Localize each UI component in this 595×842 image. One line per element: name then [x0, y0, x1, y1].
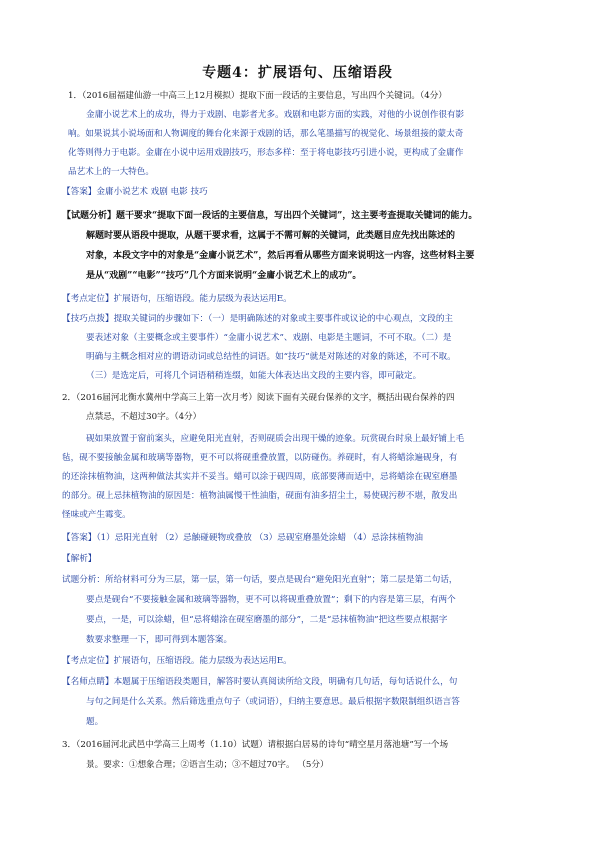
- q2-analysis-line: 试题分析：所给材料可分为三层，第一层，第一句话，要点是砚台“避免阳光直射”；第二层是第二句话，: [62, 575, 458, 585]
- q1-stem: 1．（2016届福建仙游一中高三上12月模拟）提取下面一段话的主要信息，写出四个关键词。（4分）: [68, 91, 447, 101]
- q1-locate: 【考点定位】扩展语句，压缩语段。能力层级为表达运用E。: [62, 294, 292, 304]
- q1-tip-line: 明确与主概念相对应的谓语动词或总结性的词语。如“技巧”就是对陈述的对象的陈述，不可不取。: [86, 352, 456, 362]
- q1-analysis-line: 解题时要从语段中提取，从题干要求看，这属于不需可解的关键词，此类题目应先找出陈述的: [86, 231, 456, 241]
- q2-passage-line: 毡，砚不要接触金属和玻璃等器物，更不可以将砚重叠放置，以防碰伤。养砚时，有人将蜡涂遍砚身，有: [62, 453, 458, 463]
- q1-answer: 【答案】金庸小说艺术 戏剧 电影 技巧: [62, 187, 208, 197]
- q1-tip-line: （三）是选定后，可将几个词语稍稍连缀，如能大体表达出文段的主要内容，即可敲定。: [86, 371, 422, 381]
- q1-analysis-line: 【试题分析】题干要求“提取下面一段话的主要信息，写出四个关键词”，这主要考查提取关键词的能力。: [62, 211, 478, 221]
- q2-passage-line: 怪味或产生霉变。: [62, 510, 131, 520]
- q2-analysis-line: 要点是砚台“不要接触金属和玻璃等器物，更不可以将砚重叠放置”；剩下的内容是第三层，有两个: [86, 595, 456, 605]
- q3-stem: 景。要求：①想象合理；②语言生动；③不超过70字。 （5分）: [86, 760, 329, 770]
- q1-tip-line: 【技巧点拨】提取关键词的步骤如下：（一）是明确陈述的对象或主要事件或议论的中心观点，文段的主: [62, 314, 454, 324]
- q2-answer: 【答案】（1）忌阳光直射 （2）忌触碰硬物或叠放 （3）忌砚室磨墨处涂蜡 （4）忌涂抹植物油: [62, 533, 423, 543]
- q2-jiexi-label: 【解析】: [62, 554, 97, 564]
- q1-tip-line: 要表述对象（主要概念或主要事件）“金庸小说艺术”、戏剧、电影是主题词，不可不取。（二）是: [86, 333, 452, 343]
- q2-tip-line: 【名师点睛】本题属于压缩语段类题目，解答时要认真阅读所给文段，明确有几句话，每句话说什么，句: [62, 677, 458, 687]
- q1-passage-line: 金庸小说艺术上的成功，得力于戏剧、电影者尤多。戏剧和电影方面的实践，对他的小说创作很有影: [86, 110, 465, 120]
- q2-passage-line: 的还涂抹植物油，这两种做法其实并不妥当。蜡可以涂于砚四周，底部要薄而适中，忌将蜡涂在砚室磨墨: [62, 472, 458, 482]
- q2-analysis-line: 要点，一是，可以涂蜡，但“忌将蜡涂在砚室磨墨的部分”，二是“忌抹植物油”把这些要点根据字: [86, 615, 448, 625]
- q2-passage-line: 砚如果放置于窗前案头，应避免阳光直射，否则砚质会出现干燥的迹象。玩赏砚台时泉上最好铺上毛: [86, 434, 465, 444]
- q2-locate: 【考点定位】扩展语句，压缩语段。能力层级为表达运用E。: [62, 656, 292, 666]
- page-title: 专题4：扩展语句、压缩语段: [202, 65, 393, 81]
- q2-tip-line: 与句之间是什么关系。然后筛选重点句子（或词语），归纳主要意思。最后根据字数限制组织语言答: [86, 697, 460, 707]
- q2-stem: 2．（2016届河北衡水冀州中学高三上第一次月考）阅读下面有关砚台保养的文字，概括出砚台保养的四: [62, 393, 455, 403]
- q2-tip-line: 题。: [86, 717, 104, 727]
- q1-analysis-line: 是从“戏剧”“电影”“技巧”几个方面来说明“金庸小说艺术上的成功”。: [86, 271, 362, 281]
- q1-passage-line: 响。如果说其小说场面和人物调度的舞台化来源于戏剧的话，那么笔墨描写的视觉化、场景组接的蒙太奇: [68, 129, 464, 139]
- q2-passage-line: 的部分。砚上忌抹植物油的原因是：植物油属慢干性油脂，砚面有油多招尘土，易使砚污秽不堪，散发出: [62, 491, 458, 501]
- q1-passage-line: 品艺术上的一大特色。: [68, 167, 154, 177]
- q3-stem: 3．（2016届河北武邑中学高三上周考（1.10）试题）请根据白居易的诗句“晴空星月落池塘”写一个场: [62, 740, 449, 750]
- q1-passage-line: 化等则得力于电影。金庸在小说中运用戏剧技巧，形态多样：至于将电影技巧引进小说，更构成了金庸作: [68, 148, 464, 158]
- q2-stem: 点禁忌，不超过30字。（4分）: [86, 412, 202, 422]
- q2-analysis-line: 数要求整理一下，即可得到本题答案。: [86, 635, 233, 645]
- q1-analysis-line: 对象，本段文字中的对象是“金庸小说艺术”，然后再看从哪些方面来说明这一内容，这些材料主要: [86, 251, 475, 261]
